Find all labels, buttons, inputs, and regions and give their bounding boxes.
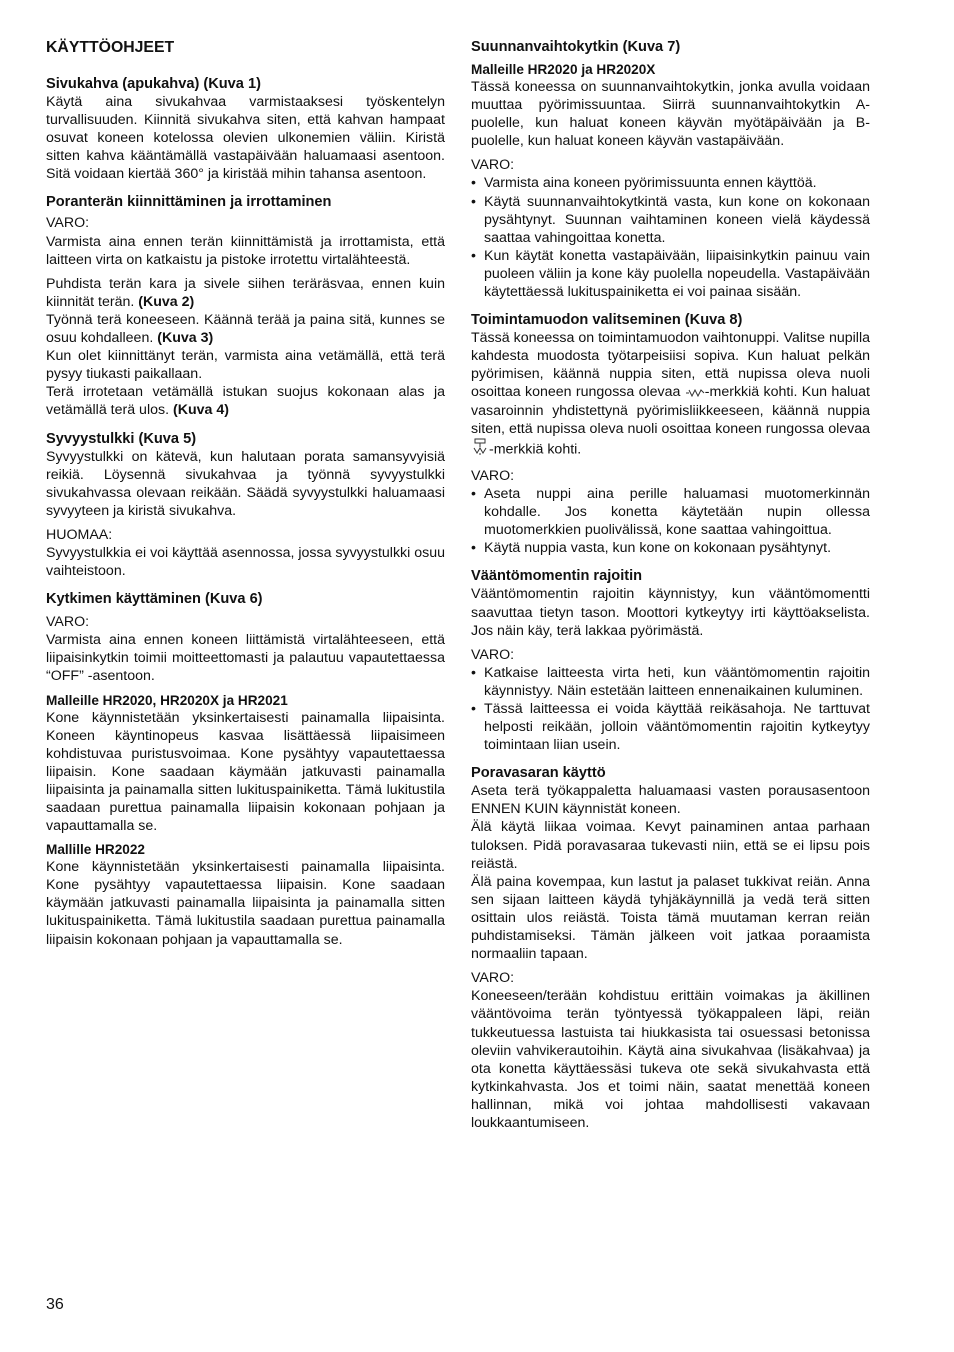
caution-label: VARO: bbox=[46, 215, 90, 232]
caution-label: VARO: bbox=[471, 970, 515, 987]
figure-ref: (Kuva 4) bbox=[172, 402, 229, 419]
paragraph: Puhdista terän kara ja sivele siihen teräräsvaa, ennen kuin kiinnität terän. (Kuva 2) bbox=[46, 275, 445, 310]
paragraph: Älä käytä liikaa voimaa. Kevyt painaminen antaa parhaan tuloksen. Pidä poravasaraa tukevasti niin, että se ei lipsu pois reiästä. bbox=[471, 819, 870, 872]
subheading: Mallille HR2022 bbox=[46, 842, 145, 858]
drill-only-symbol-icon bbox=[685, 384, 705, 402]
caution-label: VARO: bbox=[471, 467, 515, 484]
section-side-handle bbox=[46, 75, 445, 183]
section-heading: Poranterän kiinnittäminen ja irrottaminen bbox=[46, 194, 332, 211]
paragraph: Aseta terä työkappaletta haluamaasi vasten porausasentoon ENNEN KUIN käynnistät koneen. bbox=[471, 783, 870, 818]
note-label: HUOMAA: bbox=[46, 526, 113, 543]
list-item: • Varmista aina koneen pyörimissuunta ennen käyttöä. bbox=[471, 174, 870, 192]
list-item: • Käytä nuppia vasta, kun kone on kokonaan pysähtynyt. bbox=[471, 539, 870, 557]
paragraph: Käytä aina sivukahvaa varmistaaksesi työskentelyn turvallisuuden. Kiinnitä sivukahva siten, että kahvan hampaat osuvat koneen kotelossa olevien ulkonemien väliin. Kiristä sitten kahva kääntämällä vastapäivään haluamaasi asentoon. Sitä voidaan kiertää 360° ja kiristää mihin tahansa asentoon. bbox=[46, 94, 445, 183]
caution-list bbox=[471, 664, 870, 754]
subheading: Malleille HR2020, HR2020X ja HR2021 bbox=[46, 692, 288, 708]
paragraph: Älä paina kovempaa, kun lastut ja palaset tukkivat reiän. Anna sen sijaan laitteen käydä tyhjäkäynnillä ja vedä terä sitten osittain ulos reiästä. Toista tämä muutaman kerran reiän puhdistamiseksi. Tämän jälkeen voit jatkaa poraamista normaaliin tapaan. bbox=[471, 873, 870, 963]
caution-list bbox=[471, 174, 870, 301]
hammer-drill-symbol-icon bbox=[471, 438, 489, 461]
caution-label: VARO: bbox=[471, 157, 515, 174]
section-heading: Kytkimen käyttäminen (Kuva 6) bbox=[46, 591, 263, 608]
paragraph: Syvyystulkki on kätevä, kun halutaan porata samansyvyisiä reikiä. Löysennä sivukahvaa ja työnnä syvyystulkki sivukahvassa olevaan reikään. Säädä syvyystulkki haluamaasi syvyyteen ja kiristä sivukahva. bbox=[46, 448, 445, 519]
figure-ref: (Kuva 2) bbox=[138, 293, 195, 310]
paragraph: Kun olet kiinnittänyt terän, varmista aina vetämällä, että terä pysyy tiukasti paikallaan. bbox=[46, 348, 445, 383]
section-heading: Suunnanvaihtokytkin (Kuva 7) bbox=[471, 39, 681, 55]
section-action-mode bbox=[471, 311, 870, 557]
page-title: KÄYTTÖOHJEET bbox=[46, 39, 175, 56]
list-item: • Käytä suunnanvaihtokytkintä vasta, kun kone on kokonaan pysähtynyt. Suunnan vaihtaminen koneen vielä käydessä saattaa vahingoittaa konetta. bbox=[471, 193, 870, 247]
section-heading: Toimintamuodon valitseminen (Kuva 8) bbox=[471, 312, 743, 329]
list-item: • Aseta nuppi aina perille haluamasi muotomerkinnän kohdalle. Jos konetta käytetään nupin ollessa muotomerkkien puolivälissä, kone saattaa vahingoittua. bbox=[471, 485, 870, 539]
figure-ref: (Kuva 3) bbox=[157, 330, 214, 347]
section-heading: Poravasaran käyttö bbox=[471, 765, 606, 782]
caution-text: Varmista aina ennen koneen liittämistä virtalähteeseen, että liipaisinkytkin toimii moitteettomasti ja palautuu vapautettaessa “OFF” -asentoon. bbox=[46, 632, 445, 685]
list-item: • Kun käytät konetta vastapäivään, liipaisinkytkin painuu vain puoleen väliin ja kone käy puolella nopeudella. Vastapäivään käytettäessä lukituspainiketta ei voi painaa sisään. bbox=[471, 247, 870, 301]
subheading: Malleille HR2020 ja HR2020X bbox=[471, 62, 656, 77]
section-heading: Sivukahva (apukahva) (Kuva 1) bbox=[46, 76, 261, 92]
left-column bbox=[46, 38, 445, 959]
caution-text: Varmista aina ennen terän kiinnittämistä ja irrottamista, että laitteen virta on katkaistu ja pistoke irrotettu virtalähteestä. bbox=[46, 233, 445, 268]
paragraph: Kone käynnistetään yksinkertaisesti painamalla liipaisinta. Koneen käyntinopeus kasvaa lisättäessä liipaisimeen kohdistuvaa puristusvoimaa. Kone pysähtyy vapautettaessa liipaisin. Kone saadaan käymään jatkuvasti painamalla liipaisinta ja painamalla sitten lukituspainiketta. Tämä lukitustila saadaan purettua painamalla liipaisin kokonaan pohjaan ja vapauttamalla se. bbox=[46, 709, 445, 835]
page-number: 36 bbox=[46, 1296, 64, 1313]
paragraph: Työnnä terä koneeseen. Käännä terää ja paina sitä, kunnes se osuu kohdalleen. (Kuva 3) bbox=[46, 311, 445, 347]
caution-label: VARO: bbox=[471, 646, 515, 663]
right-column bbox=[471, 38, 870, 1142]
paragraph: Kone käynnistetään yksinkertaisesti painamalla liipaisinta. Kone pysähtyy vapautettaessa liipaisin. Kone saadaan käymään jatkuvasti painamalla liipaisinta ja painamalla sitten lukituspainiketta. Tämä lukitustila saadaan purettua painamalla liipaisin kokonaan pohjaan ja vapauttamalla se. bbox=[46, 859, 445, 948]
list-item: • Katkaise laitteesta virta heti, kun vääntömomentin rajoitin käynnistyy. Näin estetään laitteen ennenaikainen kuluminen. bbox=[471, 664, 870, 700]
section-torque-limiter bbox=[471, 567, 870, 754]
paragraph: Vääntömomentin rajoitin käynnistyy, kun vääntömomentti saavuttaa tietyn tason. Moottori kytkeytyy irti käyttöakselista. Jos näin käy, terä lakkaa pyörimästä. bbox=[471, 586, 870, 639]
section-bit-install bbox=[46, 193, 445, 419]
section-heading: Syvyystulkki (Kuva 5) bbox=[46, 430, 197, 447]
section-depth-gauge bbox=[46, 430, 445, 581]
caution-list bbox=[471, 485, 870, 557]
caution-label: VARO: bbox=[46, 614, 90, 631]
section-reversing-switch bbox=[471, 38, 870, 301]
paragraph: Tässä koneessa on toimintamuodon vaihtonuppi. Valitse nupilla kahdesta muodosta työtarpeisiisi sopiva. Kun haluat pelkän pyörimisen, käännä nuppia siten, että nupissa oleva nuoli osoittaa koneen rungossa olevaa -merkkiä kohti. Kun haluat vasaroinnin yhdistettynä pyörimisliikkeeseen, käännä nuppia siten, että nupissa oleva nuoli osoittaa koneen rungossa olevaa -merkkiä kohti. bbox=[471, 329, 870, 461]
list-item: • Tässä laitteessa ei voida käyttää reikäsahoja. Ne tarttuvat helposti reikään, jolloin vääntömomentin rajoitin kytkeytyy toimintaan liian usein. bbox=[471, 700, 870, 754]
caution-text: Koneeseen/terään kohdistuu erittäin voimakas ja äkillinen vääntövoima terän työntyessä työkappaleen läpi, reiän tukkeutuessa lastuista tai hiukkasista tai osuessasi betonissa oleviin vahvikerautoihin. Käytä aina sivukahvaa (lisäkahvaa) ja ota konetta käyttäessäsi tukeva ote sekä sivukahvasta että kytkinkahvasta. Jos et toimi näin, saatat menettää koneen hallinnan, mikä voi johtaa mahdollisesti vakavaan loukkaantumiseen. bbox=[471, 988, 870, 1131]
paragraph: Terä irrotetaan vetämällä istukan suojus kokonaan alas ja vetämällä terä ulos. (Kuva 4) bbox=[46, 384, 445, 419]
paragraph: Tässä koneessa on suunnanvaihtokytkin, jonka avulla voidaan muuttaa pyörimissuuntaa. Siirrä suunnanvaihtokytkin A-puolelle, kun haluat koneen käyvän myötäpäivään ja B-puolelle, kun haluat koneen käyvän vastapäivään. bbox=[471, 79, 870, 150]
section-hammer-drilling bbox=[471, 764, 870, 1132]
section-switch bbox=[46, 590, 445, 949]
note-text: Syvyystulkkia ei voi käyttää asennossa, jossa syvyystulkki osuu vaihteistoon. bbox=[46, 544, 445, 580]
section-heading: Vääntömomentin rajoitin bbox=[471, 568, 643, 585]
